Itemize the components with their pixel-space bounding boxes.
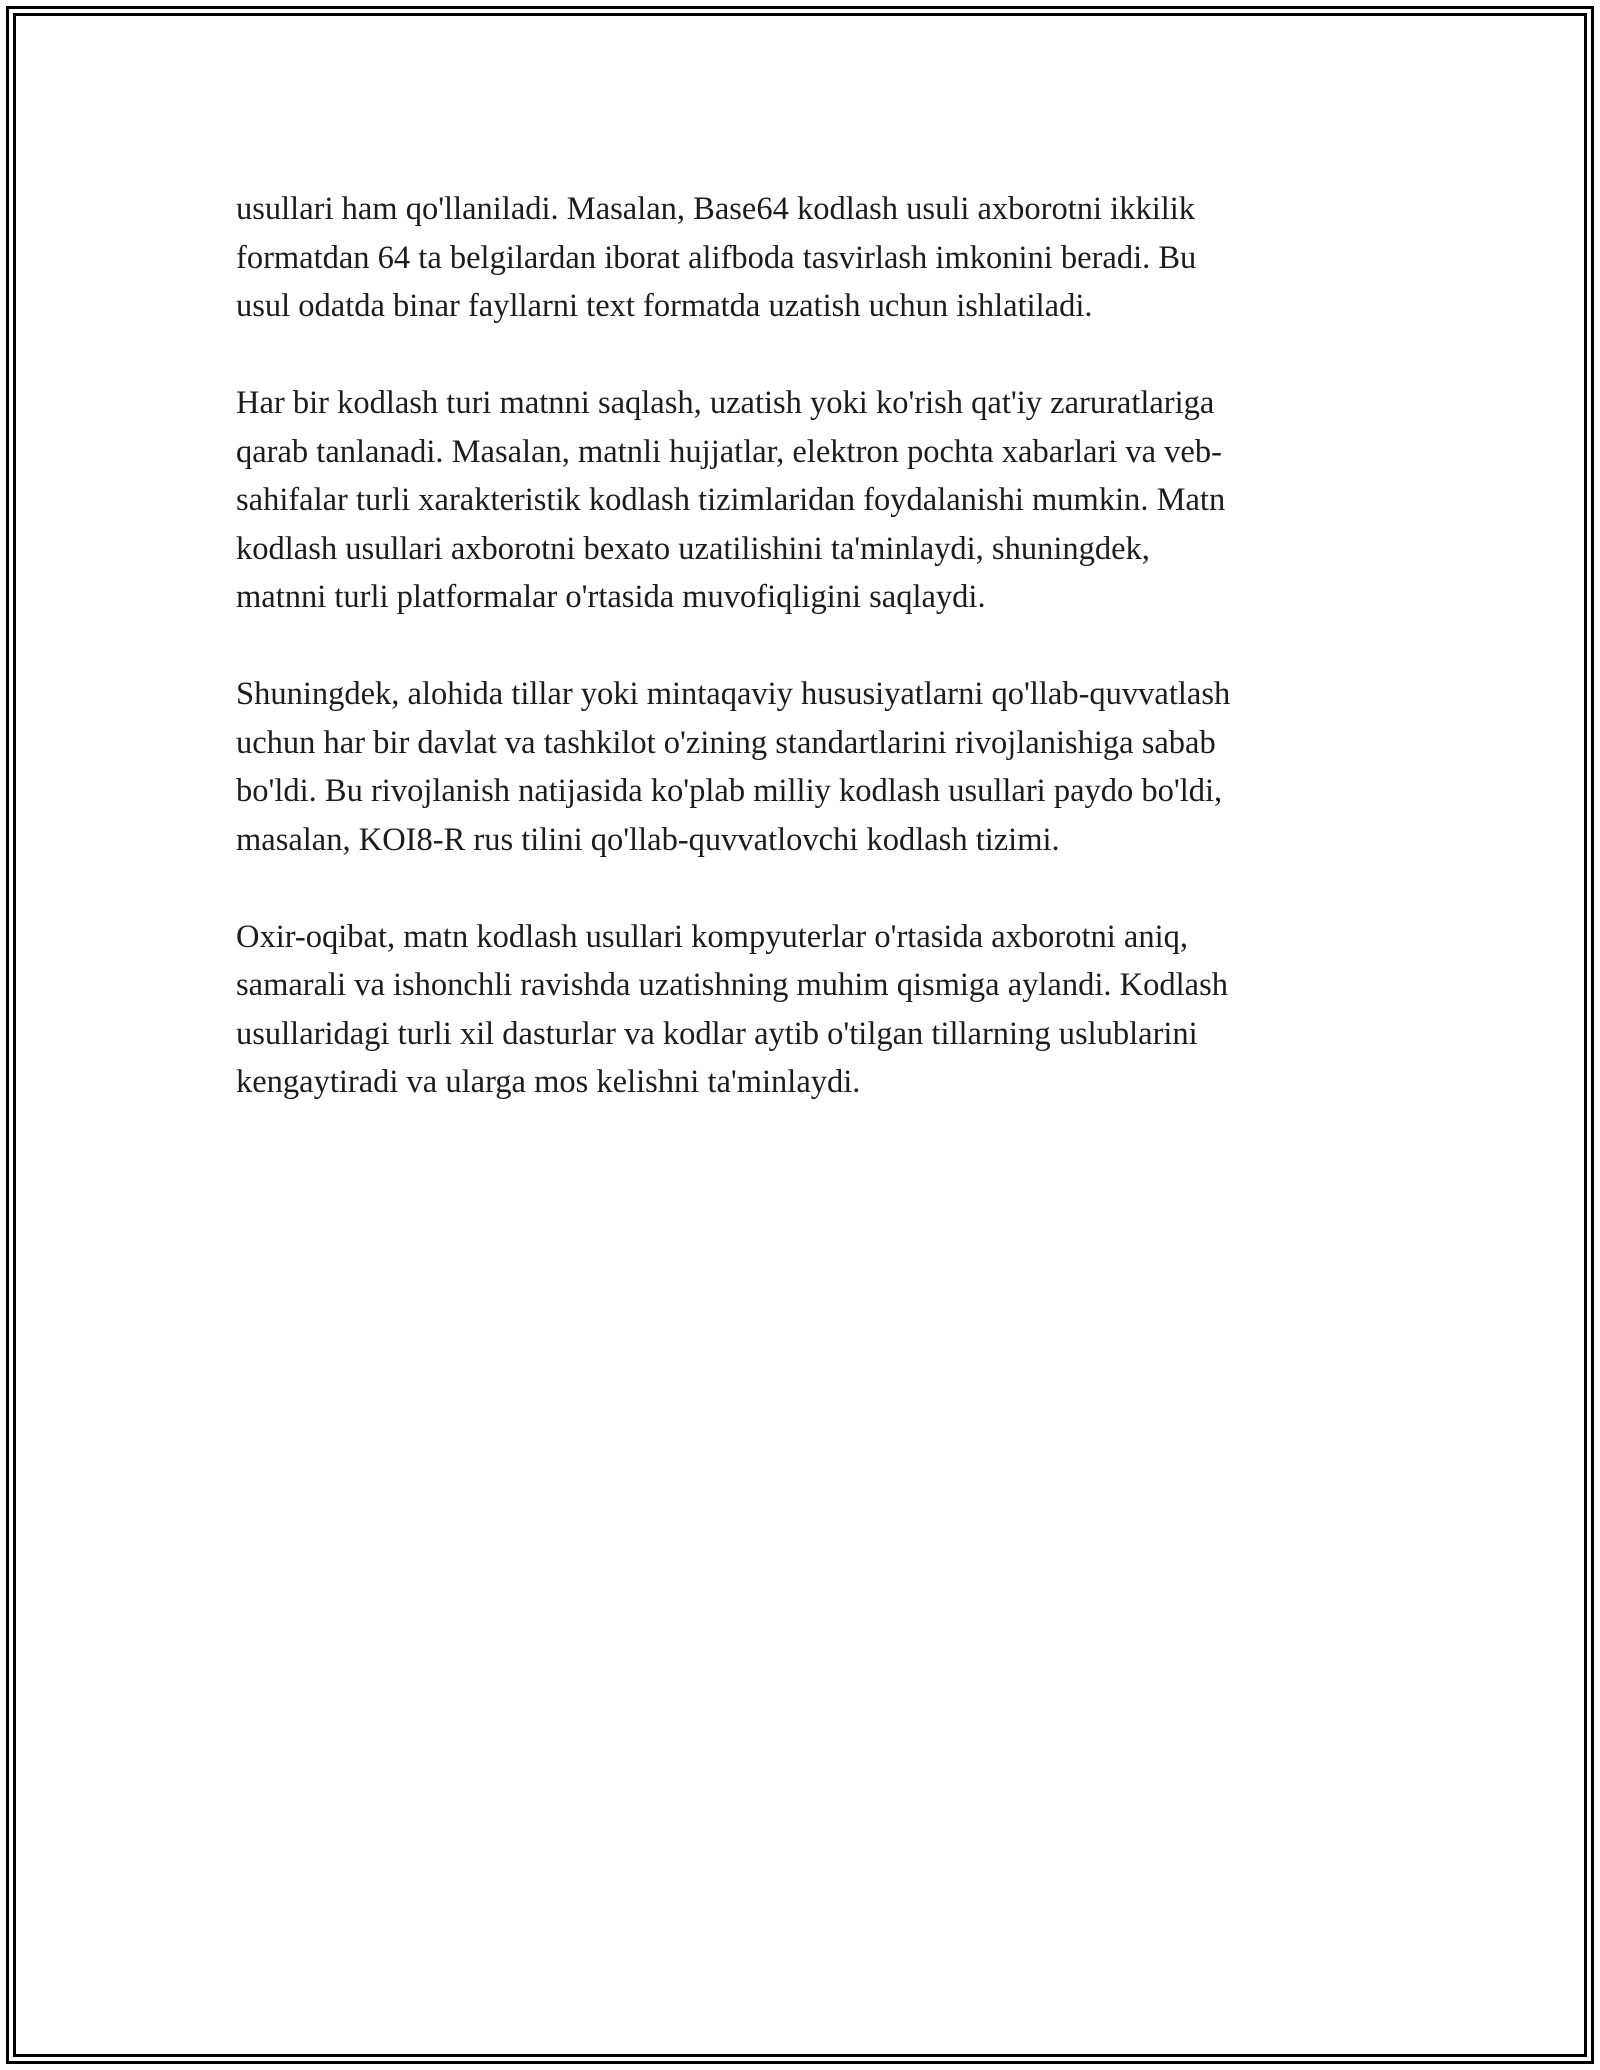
- text-line: usul odatda binar fayllarni text formatda uzatish uchun ishlatiladi.: [236, 288, 1093, 324]
- text-line: bo'ldi. Bu rivojlanish natijasida ko'plab milliy kodlash usullari paydo bo'ldi,: [236, 773, 1223, 809]
- paragraph-3: [236, 670, 1366, 864]
- text-line: formatdan 64 ta belgilardan iborat alifboda tasvirlash imkonini beradi. Bu: [236, 239, 1197, 276]
- text-line: usullaridagi turli xil dasturlar va kodlar aytib o'tilgan tillarning uslublarini: [236, 1015, 1198, 1052]
- text-line: qarab tanlanadi. Masalan, matnli hujjatlar, elektron pochta xabarlari va veb-: [236, 433, 1222, 470]
- text-line: kengaytiradi va ularga mos kelishni ta'minlaydi.: [236, 1064, 861, 1100]
- text-line: Shuningdek, alohida tillar yoki mintaqaviy hususiyatlarni qo'llab-quvvatlash: [236, 676, 1231, 712]
- text-line: uchun har bir davlat va tashkilot o'zining standartlarini rivojlanishiga sabab: [236, 724, 1216, 761]
- text-line: kodlash usullari axborotni bexato uzatilishini ta'minlaydi, shuningdek,: [236, 530, 1150, 567]
- text-line: masalan, KOI8-R rus tilini qo'llab-quvvatlovchi kodlash tizimi.: [236, 821, 1060, 858]
- text-line: matnni turli platformalar o'rtasida muvofiqligini saqlaydi.: [236, 579, 986, 615]
- document-body: [236, 185, 1366, 1155]
- paragraph-1: [236, 185, 1366, 331]
- text-line: usullari ham qo'llaniladi. Masalan, Base64 kodlash usuli axborotni ikkilik: [236, 191, 1196, 227]
- paragraph-4: [236, 913, 1366, 1107]
- text-line: samarali va ishonchli ravishda uzatishning muhim qismiga aylandi. Kodlash: [236, 967, 1228, 1003]
- text-line: Oxir-oqibat, matn kodlash usullari kompyuterlar o'rtasida axborotni aniq,: [236, 918, 1189, 955]
- paragraph-2: [236, 379, 1366, 622]
- text-line: Har bir kodlash turi matnni saqlash, uzatish yoki ko'rish qat'iy zaruratlariga: [236, 385, 1215, 421]
- text-line: sahifalar turli xarakteristik kodlash tizimlaridan foydalanishi mumkin. Matn: [236, 482, 1226, 518]
